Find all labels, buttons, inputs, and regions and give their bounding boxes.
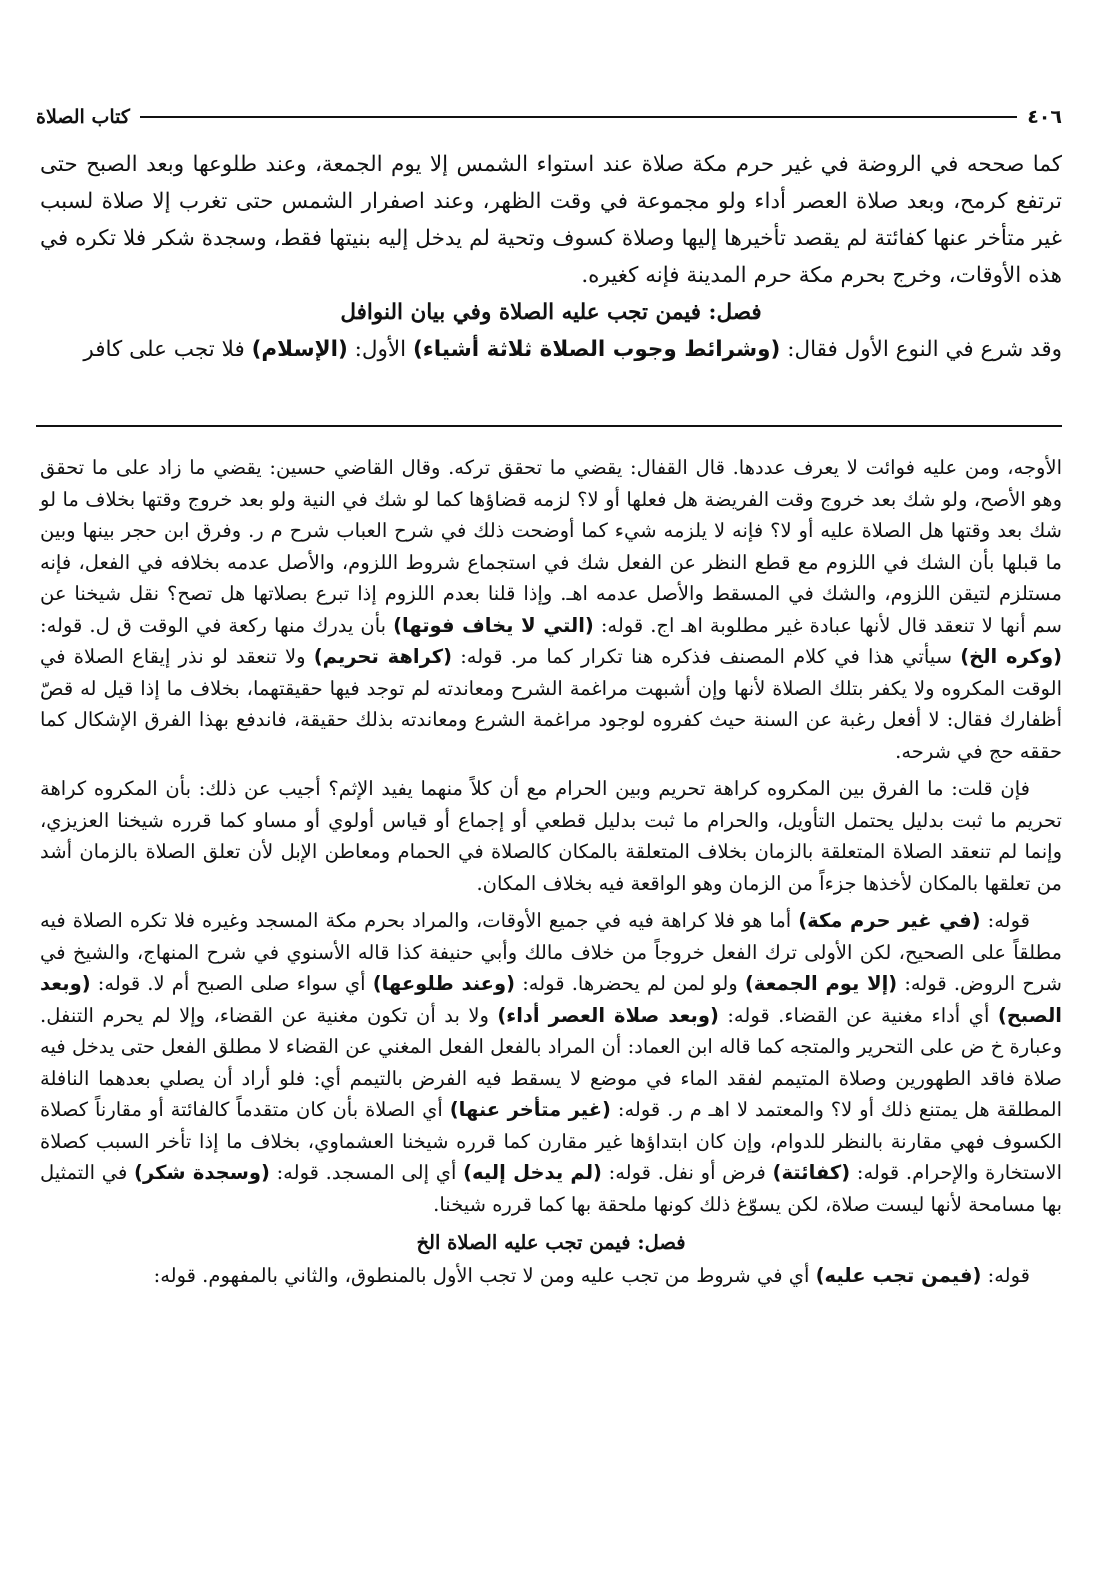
commentary-heading: فصل: فيمن تجب عليه الصلاة الخ [416,1231,686,1254]
section-heading: فصل: فيمن تجب عليه الصلاة وفي بيان النوافل [340,300,762,325]
commentary-text [40,452,1062,1298]
commentary-paragraph-4: قوله: (فيمن تجب عليه) أي في شروط من تجب عليه ومن لا تجب الأول بالمنطوق، والثاني بالمفهوم. قوله: [153,1264,1030,1287]
commentary-paragraph-3: قوله: (في غير حرم مكة) أما هو فلا كراهة فيه في جميع الأوقات، والمراد بحرم مكة المسجد وغيره فلا تكره الصلاة فيه مطلقاً على الصحيح، لكن الأولى ترك الفعل خروجاً من خلاف مالك وأبي حنيفة كذا قاله الأسنوي في شرح المنهاج، والشيخ في شرح الروض. قوله: (إلا يوم الجمعة) ولو لمن لم يحضرها. قوله: (وعند طلوعها) أي سواء صلى الصبح أم لا. قوله: (وبعد الصبح) أي أداء مغنية عن القضاء. قوله: (وبعد صلاة العصر أداء) ولا بد أن تكون مغنية عن القضاء، وإلا لم يحرم التنفل. وعبارة خ ض على التحرير والمتجه كما قاله ابن العماد: أن المراد بالفعل الفعل المغني عن القضاء لا مطلق الفعل حتى يدخل فيه صلاة فاقد الطهورين وصلاة المتيمم لفقد الماء في موضع لا يسقط فيه الفرض بالتيمم أي: فلو أراد أن يصلي بعدهما النافلة المطلقة هل يمتنع ذلك أو لا؟ والمعتمد لا اهـ م ر. قوله: (غير متأخر عنها) أي الصلاة بأن كان متقدماً كالفائتة أو مقارناً كصلاة الكسوف فهي مقارنة بالنظر للدوام، وإن كان ابتداؤها غير مقارن كما قرره شيخنا العشماوي، بخلاف ما إذا تأخر السبب كصلاة الاستخارة والإحرام. قوله: (كفائتة) فرض أو نفل. قوله: (لم يدخل إليه) أي إلى المسجد. قوله: (وسجدة شكر) في التمثيل بها مسامحة لأنها ليست صلاة، لكن يسوّغ ذلك كونها ملحقة بها كما قرره شيخنا. [40,909,1063,1216]
commentary-divider [36,425,1062,427]
header-rule [140,116,1017,118]
book-title: كتاب الصلاة [36,106,130,128]
page-number: ٤٠٦ [1027,106,1062,128]
running-header [36,103,1062,131]
main-paragraph-2: وقد شرع في النوع الأول فقال: (وشرائط وجوب الصلاة ثلاثة أشياء) الأول: (الإسلام) فلا تجب على كافر [83,337,1062,362]
main-paragraph: كما صححه في الروضة في غير حرم مكة صلاة عند استواء الشمس إلا يوم الجمعة، وعند طلوعها وبعد الصبح حتى ترتفع كرمح، وبعد صلاة العصر أداء ولو مجموعة في وقت الظهر، وعند اصفرار الشمس حتى تغرب إلا صلاة لسبب غير متأخر عنها كفائتة لم يقصد تأخيرها إليها وصلاة كسوف وتحية لم يدخل إليه بنيتها فقط، وسجدة شكر فلا تكره في هذه الأوقات، وخرج بحرم مكة حرم المدينة فإنه كغيره. [40,152,1062,288]
commentary-paragraph-2: فإن قلت: ما الفرق بين المكروه كراهة تحريم وبين الحرام مع أن كلاً منهما يفيد الإثم؟ أجيب عن ذلك: بأن المكروه كراهة تحريم ما ثبت بدليل يحتمل التأويل، والحرام ما ثبت بدليل قطعي أو إجماع أو قياس أولوي أو مساو كما قرره شيخنا العزيزي، وإنما لم تنعقد الصلاة المتعلقة بالزمان بخلاف المتعلقة بالمكان كالصلاة في الحمام ومعاطن الإبل لأن تعلق الصلاة بالزمان أشد من تعلقها بالمكان لأخذها جزءاً من الزمان وهو الواقعة فيه بخلاف المكان. [40,777,1062,895]
commentary-paragraph-1: الأوجه، ومن عليه فوائت لا يعرف عددها. قال القفال: يقضي ما تحقق تركه. وقال القاضي حسين: يقضي ما زاد على ما تحقق وهو الأصح، ولو شك بعد خروج وقت الفريضة هل فعلها أو لا؟ لزمه قضاؤها كما لو شك في النية ولو بعد خروج وقتها بخلاف ما لو شك بعد وقتها هل الصلاة عليه أو لا؟ فإنه لا يلزمه شيء كما أوضحت ذلك في شرح العباب شرح م ر. وفرق ابن حجر بينها وبين ما قبلها بأن الشك في اللزوم مع قطع النظر عن الفعل شك في استجماع شروط اللزوم، والأصل عدمه بخلافه في الفعل، فإنه مستلزم لتيقن اللزوم، والشك في المسقط والأصل عدمه اهـ. وإذا قلنا بعدم اللزوم إذا تبرع بصلاتها هل تصح؟ نقل شيخنا عن سم أنها لا تنعقد قال لأنها عبادة غير مطلوبة اهـ اج. قوله: (التي لا يخاف فوتها) بأن يدرك منها ركعة في الوقت ق ل. قوله: (وكره الخ) سيأتي هذا في كلام المصنف فذكره هنا تكرار كما مر. قوله: (كراهة تحريم) ولا تنعقد لو نذر إيقاع الصلاة في الوقت المكروه ولا يكفر بتلك الصلاة لأنها وإن أشبهت مراغمة الشرح ومعاندته لم توجد فيها حقيقتهما، بخلاف ما إذا قيل له قصّ أظفارك فقال: لا أفعل رغبة عن السنة حيث كفروه لوجود مراغمة الشرع ومعاندته بذلك حقيقة، فاندفع بهذا الفرق الإشكال كما حققه حج في شرحه. [40,456,1063,763]
main-text [40,146,1062,368]
